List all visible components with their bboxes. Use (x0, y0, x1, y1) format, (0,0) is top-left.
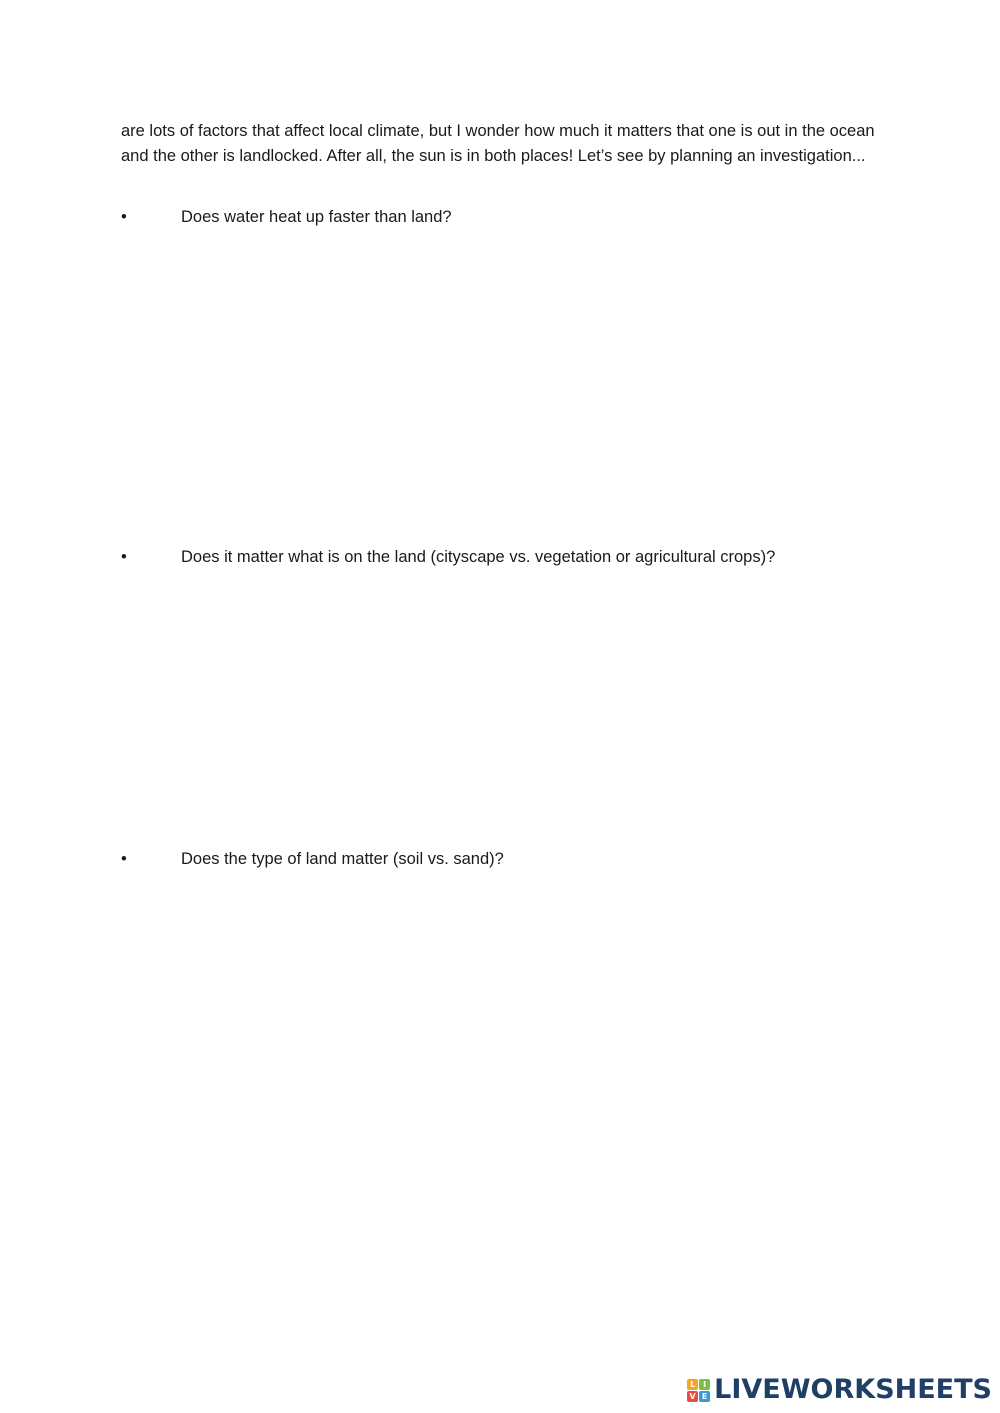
liveworksheets-logo (687, 1375, 992, 1405)
answer-area[interactable] (181, 240, 881, 530)
bullet-point: • (121, 850, 127, 868)
intro-paragraph: are lots of factors that affect local climate, but I wonder how much it matters that one is out in the ocean and the other is landlocked. After all, the sun is in both places! Let’s see by planning an investigation... (121, 122, 875, 165)
answer-area[interactable] (181, 882, 881, 1242)
question-text: Does the type of land matter (soil vs. sand)? (181, 850, 504, 868)
logo-letter: I (699, 1379, 710, 1390)
logo-letter: E (699, 1391, 710, 1402)
question-text: Does it matter what is on the land (cityscape vs. vegetation or agricultural crops)? (181, 548, 776, 566)
logo-letter: L (687, 1379, 698, 1390)
question-item (121, 205, 881, 230)
logo-letter: V (687, 1391, 698, 1402)
logo-mark-icon (687, 1379, 710, 1402)
bullet-point: • (121, 208, 127, 226)
bullet-point: • (121, 548, 127, 566)
question-item (121, 847, 881, 872)
question-item (121, 545, 881, 570)
answer-area[interactable] (181, 580, 881, 830)
brand-name: LIVEWORKSHEETS (714, 1374, 992, 1405)
question-text: Does water heat up faster than land? (181, 208, 452, 226)
